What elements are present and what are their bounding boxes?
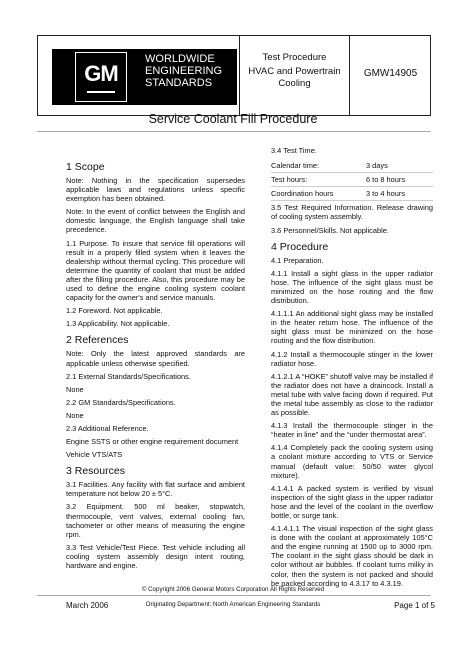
section-heading: 4 Procedure (271, 240, 329, 253)
table-cell: Coordination hours (271, 187, 366, 201)
gm-logo (75, 52, 127, 102)
right-column (271, 146, 433, 592)
paragraph: 1.1 Purpose. To insure that service fill operations will result in a properly filled system when it leaves the dealership without thermal cycling. This procedure will determine the quantity of coolant that must be added after the filling procedure. Also, this procedure may be used to define the engine cooling system coolant capacity for the owner's and service manuals. (66, 238, 245, 303)
paragraph: 3.3 Test Vehicle/Test Piece. Test vehicle including all cooling system assembly design intent routing, hardware and engine. (66, 542, 245, 570)
table-row (271, 187, 433, 201)
gm-logo-text: GM (84, 61, 118, 86)
footer-divider (37, 595, 431, 596)
org-line: WORLDWIDE (145, 53, 215, 65)
page-number: Page 1 of 5 (394, 601, 435, 610)
doc-number: GMW14905 (363, 68, 418, 79)
paragraph: 4.1.3 Install the thermocouple stinger in the “heater in line” and the “under thermostat area”. (271, 421, 433, 440)
paragraph: 4.1.2.1 A “HOKE” shutoff valve may be installed if the radiator does not have a draincock. Install a metal tube with valve facing down if required. Put the metal tube assembly as close to the radiator as possible. (271, 371, 433, 418)
org-line: STANDARDS (145, 77, 213, 89)
table-cell: 3 to 4 hours (366, 187, 433, 201)
test-time-table (271, 159, 433, 201)
copyright: © Copyright 2006 General Motors Corporation All Rights Reserved (141, 586, 325, 593)
paragraph: 4.1.1.1 An additional sight glass may be installed in the heater return hose. The influence of the sight glass must be minimized on the hose routing and the flow distribution. (271, 309, 433, 346)
page-title: Service Coolant Fill Procedure (148, 112, 318, 126)
gm-logo-underline (87, 91, 115, 93)
table-cell: Test hours: (271, 173, 366, 187)
paragraph: Engine SSTS or other engine requirement document (66, 437, 239, 447)
org-name (145, 53, 222, 89)
paragraph: 4.1 Preparation. (271, 255, 324, 265)
paragraph: None (66, 410, 84, 420)
table-row (271, 159, 433, 173)
org-line: ENGINEERING (145, 65, 223, 77)
doc-category: Cooling (278, 78, 311, 89)
paragraph: 2.1 External Standards/Specifications. (66, 371, 191, 381)
section-heading: 2 References (66, 334, 129, 347)
paragraph: 3.2 Equipment. 500 ml beaker, stopwatch, thermocouple, vent valves, external cooling fan, tachometer or other means of measuring the engine rpm. (66, 502, 245, 539)
paragraph: 1.3 Applicability. Not applicable. (66, 319, 170, 329)
paragraph: Note: Only the latest approved standards are applicable unless otherwise specified. (66, 349, 245, 368)
paragraph: 2.3 Additional Reference. (66, 423, 149, 433)
table-cell: Calendar time: (271, 159, 366, 173)
title-divider (37, 131, 431, 132)
doc-type: Test Procedure (262, 52, 327, 63)
left-column (66, 155, 245, 574)
footer-department: Originating Department: North American Engineering Standards (145, 601, 321, 608)
paragraph: Note: In the event of conflict between the English and domestic language, the English language shall take precedence. (66, 207, 245, 235)
paragraph: 1.2 Foreword. Not applicable. (66, 306, 163, 316)
section-heading: 3 Resources (66, 465, 125, 478)
paragraph: 4.1.4 Completely pack the cooling system using a coolant mixture according to VTS or Service manual (default value: 50/50 water glycol mixture). (271, 443, 433, 480)
paragraph: Vehicle VTS/ATS (66, 450, 123, 460)
paragraph: Note: Nothing in the specification supersedes applicable laws and regulations unless specific exemption has been obtained. (66, 176, 245, 204)
doc-type-block (240, 52, 349, 90)
doc-category: HVAC and Powertrain (248, 66, 341, 77)
paragraph: 4.1.1 Install a sight glass in the upper radiator hose. The influence of the sight glass must be minimized on the hose routing and the flow distribution. (271, 268, 433, 306)
section-heading: 1 Scope (66, 161, 105, 173)
footer-date: March 2006 (66, 601, 109, 610)
table-row (271, 173, 433, 187)
table-cell: 3 days (366, 159, 433, 173)
paragraph: 4.1.2 Install a thermocouple stinger in the lower radiator hose. (271, 349, 433, 368)
paragraph: 3.4 Test Time. (271, 146, 317, 155)
paragraph: 3.5 Test Required Information. Release drawing of cooling system assembly. (271, 203, 433, 222)
table-cell: 6 to 8 hours (366, 173, 433, 187)
paragraph: 3.1 Facilities. Any facility with flat surface and ambient temperature not below 20 ± 5°C. (66, 480, 245, 499)
paragraph: 3.6 Personnel/Skills. Not applicable. (271, 225, 389, 235)
paragraph: 4.1.4.1 A packed system is verified by visual inspection of the sight glass in the upper radiator hose and the level of the coolant in the overflow bottle, or surge tank. (271, 483, 433, 520)
paragraph: 2.2 GM Standards/Specifications. (66, 397, 176, 407)
paragraph: 4.1.4.1.1 The visual inspection of the sight glass is done with the coolant at approximately 105°C and the engine running at 1500 up to 3000 rpm. The coolant in the sight glass should be dark in color without air bubbles. If coolant turns milky in color, then the system is not packed and should be packed according to 4.3.17 to 4.3.19. (271, 524, 433, 588)
paragraph: None (66, 384, 84, 394)
